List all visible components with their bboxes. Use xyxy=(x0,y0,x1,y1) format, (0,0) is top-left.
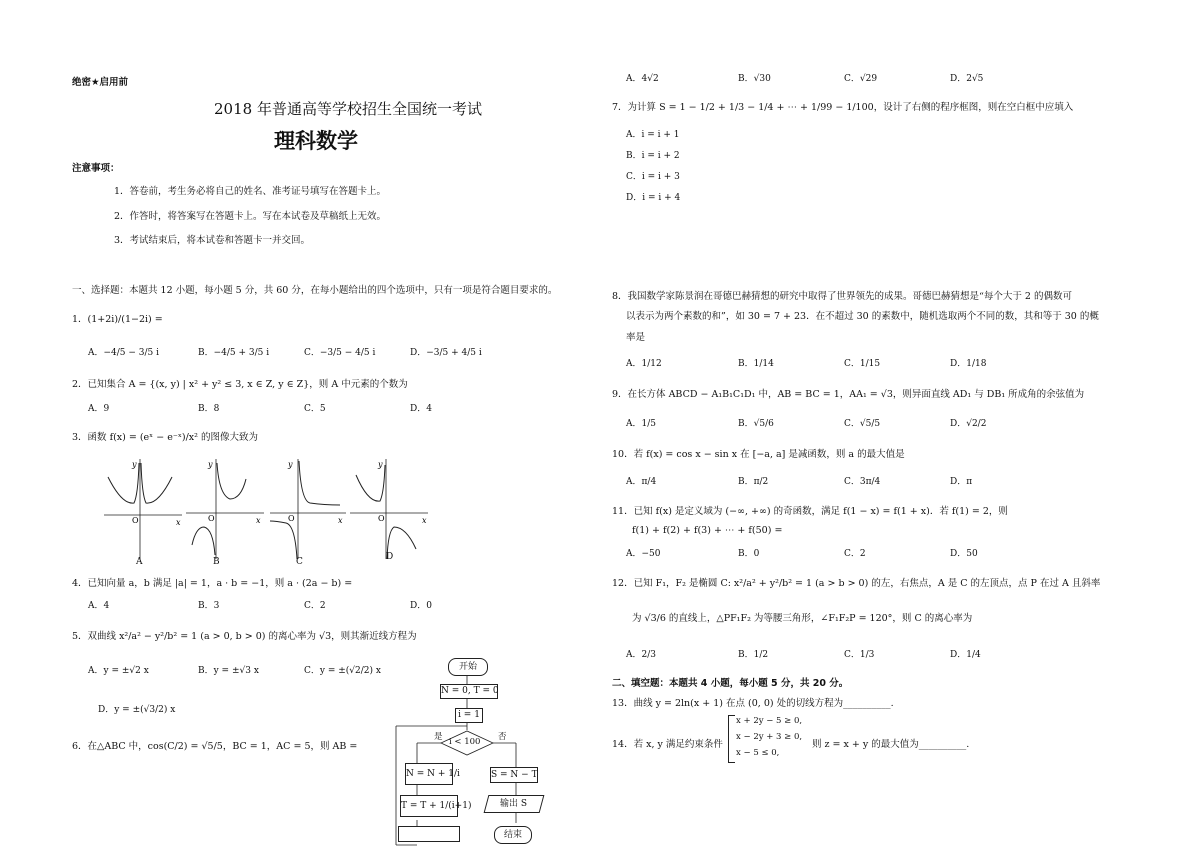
q4-option-a: A．4 xyxy=(88,601,110,611)
notice-item: 1．答卷前，考生务必将自己的姓名、准考证号填写在答题卡上。 xyxy=(114,186,387,197)
q6-option-b: B．√30 xyxy=(738,74,771,84)
q5-option-a: A．y = ±√2 x xyxy=(88,666,149,676)
flow-t-update: T = T + 1/(i+1) xyxy=(400,795,458,817)
q12-option-b: B．1/2 xyxy=(738,650,769,660)
q7-stem: 7．为计算 S = 1 − 1/2 + 1/3 − 1/4 + ⋯ + 1/99 − 1/100，设计了右侧的程序框图，则在空白框中应填入 xyxy=(612,102,1074,113)
q2-option-a: A．9 xyxy=(88,404,110,414)
q1-option-a: A．−4/5 − 3/5 i xyxy=(88,348,160,358)
q9-stem: 9．在长方体 ABCD − A₁B₁C₁D₁ 中，AB = BC = 1，AA₁ = √3，则异面直线 AD₁ 与 DB₁ 所成角的余弦值为 xyxy=(612,389,1085,400)
q6-option-d: D．2√5 xyxy=(950,74,984,84)
q14-constraint-2: x − 2y + 3 ≥ 0, xyxy=(736,732,803,742)
q3-stem: 3．函数 f(x) = (eˣ − e⁻ˣ)/x² 的图像大致为 xyxy=(72,432,258,443)
q14-constraint-3: x − 5 ≤ 0, xyxy=(736,748,780,758)
q7-option-c: C．i = i + 3 xyxy=(626,172,680,182)
section1-heading: 一、选择题：本题共 12 小题，每小题 5 分，共 60 分，在每小题给出的四个选项中，只有一项是符合题目要求的。 xyxy=(72,285,558,296)
q8-option-b: B．1/14 xyxy=(738,359,774,369)
svg-text:y: y xyxy=(132,460,137,469)
q10-option-c: C．3π/4 xyxy=(844,477,881,487)
q1-option-b: B．−4/5 + 3/5 i xyxy=(198,348,270,358)
flow-start: 开始 xyxy=(448,658,488,676)
q4-option-c: C．2 xyxy=(304,601,326,611)
flow-output-text: 输出 S xyxy=(500,799,528,809)
q3-graph-a xyxy=(104,455,184,560)
exam-title: 2018 年普通高等学校招生全国统一考试 xyxy=(214,100,482,118)
flow-no: 否 xyxy=(498,732,507,742)
q12-line1: 12．已知 F₁，F₂ 是椭圆 C: x²/a² + y²/b² = 1 (a > b > 0) 的左，右焦点，A 是 C 的左顶点，点 P 在过 A 且斜率 xyxy=(612,578,1101,589)
flow-blank-box xyxy=(398,826,460,842)
q3-label-b: B xyxy=(213,557,220,567)
svg-text:x: x xyxy=(422,516,427,525)
svg-text:x: x xyxy=(176,518,181,527)
q8-option-a: A．1/12 xyxy=(626,359,662,369)
q11-line1: 11．已知 f(x) 是定义域为 (−∞, +∞) 的奇函数，满足 f(1 − x) = f(1 + x)．若 f(1) = 2，则 xyxy=(612,506,1008,517)
q4-stem: 4．已知向量 a，b 满足 |a| = 1，a · b = −1，则 a · (2a − b) = xyxy=(72,578,353,589)
q2-option-d: D．4 xyxy=(410,404,432,414)
q12-option-c: C．1/3 xyxy=(844,650,875,660)
q12-line2: 为 √3/6 的直线上，△PF₁F₂ 为等腰三角形，∠F₁F₂P = 120°，则 C 的离心率为 xyxy=(632,613,973,624)
q5-option-d: D．y = ±(√3/2) x xyxy=(98,705,176,715)
q11-option-c: C．2 xyxy=(844,549,866,559)
q14-brace xyxy=(728,715,735,763)
q14-prefix: 14．若 x, y 满足约束条件 xyxy=(612,739,723,750)
q10-stem: 10．若 f(x) = cos x − sin x 在 [−a, a] 是减函数，则 a 的最大值是 xyxy=(612,449,905,460)
svg-text:O: O xyxy=(288,514,295,523)
flow-cond: i < 100 xyxy=(449,737,481,747)
q2-option-b: B．8 xyxy=(198,404,220,414)
q11-option-b: B．0 xyxy=(738,549,760,559)
q8-option-d: D．1/18 xyxy=(950,359,987,369)
flow-init1: N = 0, T = 0 xyxy=(440,684,498,699)
q10-option-d: D．π xyxy=(950,477,973,487)
q5-option-c: C．y = ±(√2/2) x xyxy=(304,666,381,676)
flow-s-calc: S = N − T xyxy=(490,767,538,783)
q3-label-c: C xyxy=(296,557,303,567)
q8-line2: 以表示为两个素数的和”，如 30 = 7 + 23．在不超过 30 的素数中，随机选取两个不同的数，其和等于 30 的概 xyxy=(626,311,1099,322)
q3-graph-b xyxy=(186,455,266,560)
q6-stem: 6．在△ABC 中，cos(C/2) = √5/5，BC = 1，AC = 5，则 AB = xyxy=(72,741,358,752)
q5-option-b: B．y = ±√3 x xyxy=(198,666,259,676)
q4-option-b: B．3 xyxy=(198,601,220,611)
q6-option-a: A．4√2 xyxy=(626,74,659,84)
q9-option-b: B．√5/6 xyxy=(738,419,774,429)
q1-stem: 1．(1+2i)/(1−2i) = xyxy=(72,314,163,325)
q1-option-d: D．−3/5 + 4/5 i xyxy=(410,348,482,358)
q8-line1: 8．我国数学家陈景润在哥德巴赫猜想的研究中取得了世界领先的成果。哥德巴赫猜想是“每个大于 2 的偶数可 xyxy=(612,291,1072,302)
q9-option-a: A．1/5 xyxy=(626,419,656,429)
q11-line2: f(1) + f(2) + f(3) + ⋯ + f(50) = xyxy=(632,525,783,536)
subject-title: 理科数学 xyxy=(274,129,358,153)
q6-option-c: C．√29 xyxy=(844,74,878,84)
q7-option-a: A．i = i + 1 xyxy=(626,130,680,140)
notice-heading: 注意事项： xyxy=(72,163,120,174)
q4-option-d: D．0 xyxy=(410,601,432,611)
flow-n-update: N = N + 1/i xyxy=(405,763,453,785)
notice-item: 2．作答时，将答案写在答题卡上。写在本试卷及草稿纸上无效。 xyxy=(114,211,387,222)
q7-option-b: B．i = i + 2 xyxy=(626,151,680,161)
q11-option-a: A．−50 xyxy=(626,549,661,559)
svg-text:x: x xyxy=(338,516,343,525)
q3-graph-d xyxy=(350,455,430,560)
q10-option-a: A．π/4 xyxy=(626,477,657,487)
svg-text:y: y xyxy=(288,460,293,469)
q8-option-c: C．1/15 xyxy=(844,359,881,369)
q3-label-d: D xyxy=(386,552,394,562)
flow-init2: i = 1 xyxy=(455,708,483,723)
svg-text:O: O xyxy=(378,514,385,523)
q9-option-d: D．√2/2 xyxy=(950,419,987,429)
q12-option-d: D．1/4 xyxy=(950,650,981,660)
svg-text:O: O xyxy=(132,516,139,525)
secret-label: 绝密★启用前 xyxy=(72,77,129,88)
q13-stem: 13．曲线 y = 2ln(x + 1) 在点 (0, 0) 处的切线方程为__________. xyxy=(612,698,894,709)
q10-option-b: B．π/2 xyxy=(738,477,769,487)
q3-graph-c xyxy=(268,455,348,560)
q8-line3: 率是 xyxy=(626,332,646,343)
flow-output xyxy=(484,795,545,813)
q7-option-d: D．i = i + 4 xyxy=(626,193,681,203)
notice-item: 3．考试结束后，将本试卷和答题卡一并交回。 xyxy=(114,235,311,246)
flow-end: 结束 xyxy=(494,826,532,844)
svg-text:y: y xyxy=(378,460,383,469)
q5-stem: 5．双曲线 x²/a² − y²/b² = 1 (a > 0, b > 0) 的离心率为 √3，则其渐近线方程为 xyxy=(72,631,417,642)
q11-option-d: D．50 xyxy=(950,549,978,559)
svg-text:O: O xyxy=(208,514,215,523)
q2-stem: 2．已知集合 A = {(x, y) | x² + y² ≤ 3, x ∈ Z, y ∈ Z}，则 A 中元素的个数为 xyxy=(72,379,408,390)
flow-yes: 是 xyxy=(434,732,443,742)
q9-option-c: C．√5/5 xyxy=(844,419,881,429)
q1-option-c: C．−3/5 − 4/5 i xyxy=(304,348,376,358)
q3-label-a: A xyxy=(136,557,143,567)
section2-heading: 二、填空题：本题共 4 小题，每小题 5 分，共 20 分。 xyxy=(612,678,849,689)
svg-text:x: x xyxy=(256,516,261,525)
q12-option-a: A．2/3 xyxy=(626,650,656,660)
q2-option-c: C．5 xyxy=(304,404,326,414)
svg-text:y: y xyxy=(208,460,213,469)
q14-constraint-1: x + 2y − 5 ≥ 0, xyxy=(736,716,803,726)
q14-suffix: 则 z = x + y 的最大值为__________. xyxy=(812,739,970,750)
